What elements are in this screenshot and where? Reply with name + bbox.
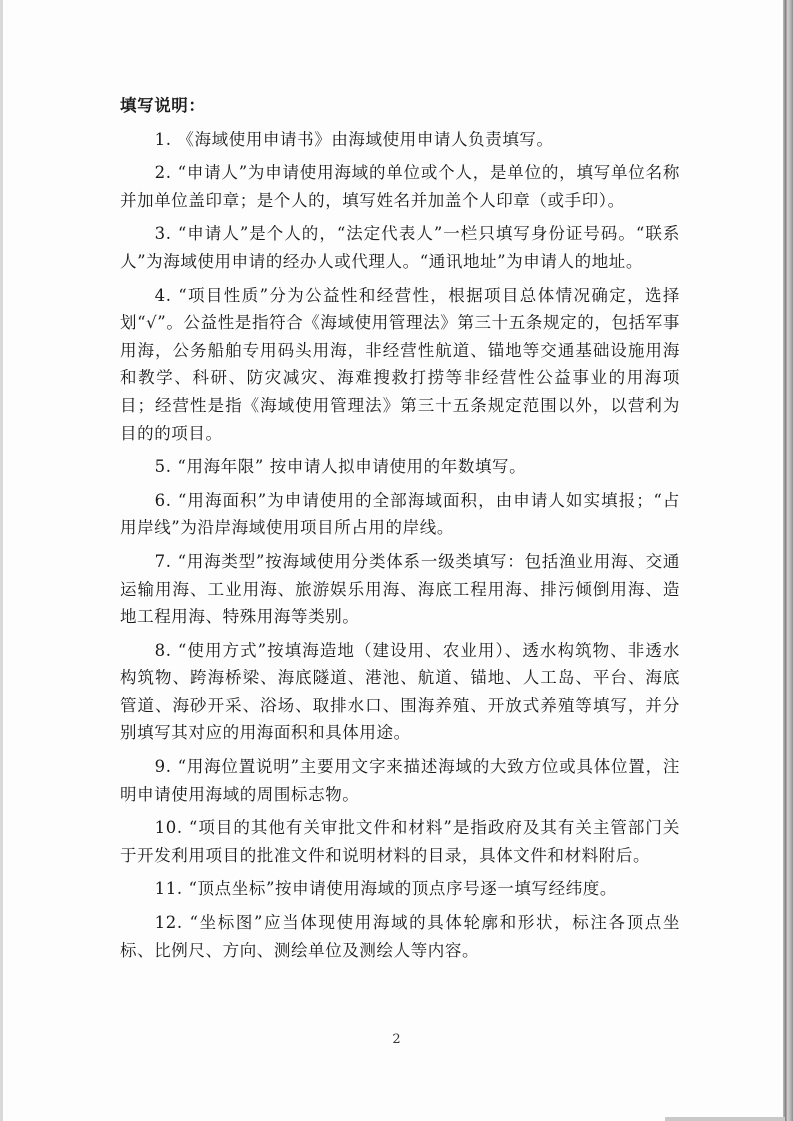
scan-edge-bottom: [665, 1117, 785, 1121]
instruction-item-7: 7. “用海类型”按海域使用分类体系一级类填写：包括渔业用海、交通运输用海、工业用海、旅游娱乐用海、海底工程用海、排污倾倒用海、造地工程用海、特殊用海等类别。: [120, 551, 680, 627]
instruction-item-1: 1. 《海域使用申请书》由海域使用申请人负责填写。: [154, 129, 554, 149]
instruction-item-4: 4. “项目性质”分为公益性和经营性，根据项目总体情况确定，选择划“√”。公益性是指符合《海域使用管理法》第三十五条规定的，包括军事用海，公务船舶专用码头用海，非经营性航道、锚地等交通基础设施用海和教学、科研、防灾减灾、海难搜救打捞等非经营性公益事业的用海项目；经营性是指《海域使用管理法》第三十五条规定范围以外，以营利为目的的项目。: [120, 285, 680, 443]
instruction-item-2: 2. “申请人”为申请使用海域的单位或个人，是单位的，填写单位名称并加单位盖印章；是个人的，填写姓名并加盖个人印章（或手印）。: [120, 163, 680, 210]
page-number: 2: [392, 1032, 401, 1047]
instruction-item-5: 5. “用海年限” 按申请人拟申请使用的年数填写。: [154, 457, 527, 477]
instructions-heading: 填写说明：: [120, 96, 206, 115]
scan-edge-right: [783, 0, 793, 1121]
instruction-item-12: 12. “坐标图”应当体现使用海域的具体轮廓和形状，标注各顶点坐标、比例尺、方向、测绘单位及测绘人等内容。: [120, 913, 680, 960]
instruction-item-8: 8. “使用方式”按填海造地（建设用、农业用）、透水构筑物、非透水构筑物、跨海桥梁、海底隧道、港池、航道、锚地、人工岛、平台、海底管道、海砂开采、浴场、取排水口、围海养殖、开放式养殖等填写，并分别填写其对应的用海面积和具体用途。: [120, 640, 680, 743]
instruction-item-9: 9. “用海位置说明”主要用文字来描述海域的大致方位或具体位置，注明申请使用海域的周围标志物。: [120, 757, 680, 804]
instruction-item-10: 10. “项目的其他有关审批文件和材料”是指政府及其有关主管部门关于开发利用项目的批准文件和说明材料的目录，具体文件和材料附后。: [120, 818, 680, 865]
instruction-item-3: 3. “申请人”是个人的，“法定代表人”一栏只填写身份证号码。“联系人”为海域使用申请的经办人或代理人。“通讯地址”为申请人的地址。: [120, 224, 680, 271]
instructions-section: [120, 84, 680, 970]
scan-edge-left: [0, 0, 3, 1121]
instruction-item-11: 11. “顶点坐标”按申请使用海域的顶点序号逐一填写经纬度。: [154, 879, 617, 899]
instruction-item-6: 6. “用海面积”为申请使用的全部海域面积，由申请人如实填报；“占用岸线”为沿岸海域使用项目所占用的岸线。: [120, 490, 680, 538]
